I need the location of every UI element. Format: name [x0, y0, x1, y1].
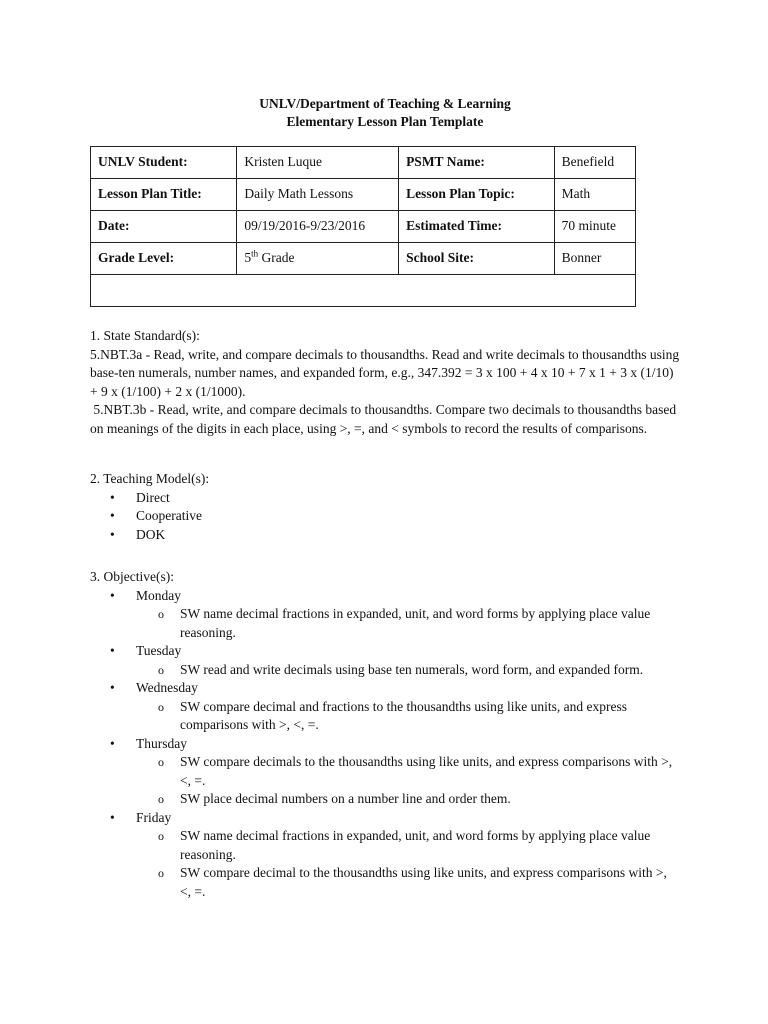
list-item: o SW name decimal fractions in expanded, unit, and word forms by applying place value reasoning.: [158, 828, 651, 862]
list-item: o SW compare decimal to the thousandths using like units, and express comparisons with >, <, =.: [158, 865, 667, 899]
label-psmt-name: PSMT Name:: [399, 147, 555, 179]
table-row: [91, 211, 636, 243]
value-date: 09/19/2016-9/23/2016: [237, 211, 399, 243]
list-item: o SW compare decimal and fractions to the thousandths using like units, and express comparisons with >, <, =.: [158, 698, 628, 732]
label-grade-level: Grade Level:: [91, 243, 237, 275]
label-date: Date:: [91, 211, 237, 243]
value-unlv-student: Kristen Luque: [237, 147, 399, 179]
list-item: [90, 735, 680, 809]
table-row: [91, 147, 636, 179]
list-item: o SW read and write decimals using base ten numerals, word form, and expanded form.: [90, 661, 680, 680]
list-item: o SW name decimal fractions in expanded, unit, and word forms by applying place value reasoning.: [158, 606, 651, 640]
bullet-icon: •: [110, 526, 115, 542]
value-psmt-name: Benefield: [554, 147, 635, 179]
teaching-model-section: [90, 470, 680, 544]
objective-day: Monday: [136, 587, 181, 603]
bullet-icon: •: [110, 680, 115, 695]
bullet-icon: •: [110, 809, 115, 825]
table-row-empty: [91, 275, 636, 307]
value-estimated-time: 70 minute: [554, 211, 635, 243]
label-lesson-title: Lesson Plan Title:: [91, 179, 237, 211]
label-unlv-student: UNLV Student:: [91, 147, 237, 179]
state-standards-heading: 1. State Standard(s):: [90, 328, 200, 343]
objective-day: Thursday: [136, 735, 187, 751]
circle-bullet-icon: o: [158, 829, 164, 843]
standard-5nbt3b: 5.NBT.3b - Read, write, and compare decimals to thousandths. Compare two decimals to thousandths based on meanings of the digits in each place, using >, =, and < symbols to record the results of comparisons.: [90, 402, 680, 436]
label-school-site: School Site:: [399, 243, 555, 275]
bullet-icon: •: [110, 643, 115, 658]
value-lesson-title: Daily Math Lessons: [237, 179, 399, 211]
objective-sublist: [136, 827, 680, 901]
circle-bullet-icon: o: [158, 699, 164, 714]
list-item: [90, 587, 680, 643]
list-item: [90, 679, 680, 735]
bullet-icon: •: [110, 735, 115, 751]
list-item: • Direct: [90, 489, 680, 508]
bullet-icon: •: [110, 508, 115, 523]
list-item: [90, 809, 680, 902]
label-estimated-time: Estimated Time:: [399, 211, 555, 243]
objective-day: Tuesday: [136, 643, 182, 658]
circle-bullet-icon: o: [158, 607, 164, 621]
state-standards-section: [90, 327, 680, 438]
circle-bullet-icon: o: [158, 792, 164, 806]
objectives-section: [90, 568, 680, 901]
list-item: [90, 642, 680, 679]
circle-bullet-icon: o: [158, 755, 164, 769]
objective-day: Wednesday: [136, 680, 198, 695]
circle-bullet-icon: o: [158, 662, 164, 677]
teaching-model-heading: 2. Teaching Model(s):: [90, 471, 210, 486]
objectives-list: [90, 587, 680, 902]
objective-sublist: [136, 698, 680, 735]
standard-5nbt3a: 5.NBT.3a - Read, write, and compare decimals to thousandths. Read and write decimals to thousandths using base-ten numerals, number names, and expanded form, e.g., 347.392 = 3 x 100 + 4 x 10 + 7 x 1 + 3 x (1/10) + 9 x (1/100) + 2 x (1/1000).: [90, 346, 680, 399]
objective-sublist: [136, 605, 680, 642]
objective-sublist: [136, 661, 680, 680]
list-item: • Cooperative: [90, 507, 680, 526]
list-item: o SW place decimal numbers on a number line and order them.: [90, 790, 680, 809]
empty-cell: [91, 275, 636, 307]
grade-word: Grade: [258, 250, 295, 266]
table-row: [91, 243, 636, 275]
circle-bullet-icon: o: [158, 866, 164, 880]
objective-day: Friday: [136, 809, 172, 825]
bullet-icon: •: [110, 489, 115, 505]
list-item: o SW compare decimals to the thousandths using like units, and express comparisons with >,<, =.: [158, 754, 673, 788]
bullet-icon: •: [110, 587, 115, 603]
objective-sublist: [136, 753, 680, 809]
table-row: [91, 179, 636, 211]
header-line-2: Elementary Lesson Plan Template: [286, 114, 484, 129]
info-table: [90, 146, 636, 307]
objectives-heading: 3. Objective(s):: [90, 569, 174, 584]
value-grade-level: [237, 243, 399, 275]
value-school-site: Bonner: [554, 243, 635, 275]
header-line-1: UNLV/Department of Teaching & Learning: [259, 96, 511, 111]
label-lesson-topic: Lesson Plan Topic:: [399, 179, 555, 211]
grade-number: 5: [244, 250, 252, 266]
teaching-model-list: [90, 489, 680, 545]
grade-suffix: th: [251, 248, 259, 259]
list-item: • DOK: [90, 526, 680, 545]
value-lesson-topic: Math: [554, 179, 635, 211]
